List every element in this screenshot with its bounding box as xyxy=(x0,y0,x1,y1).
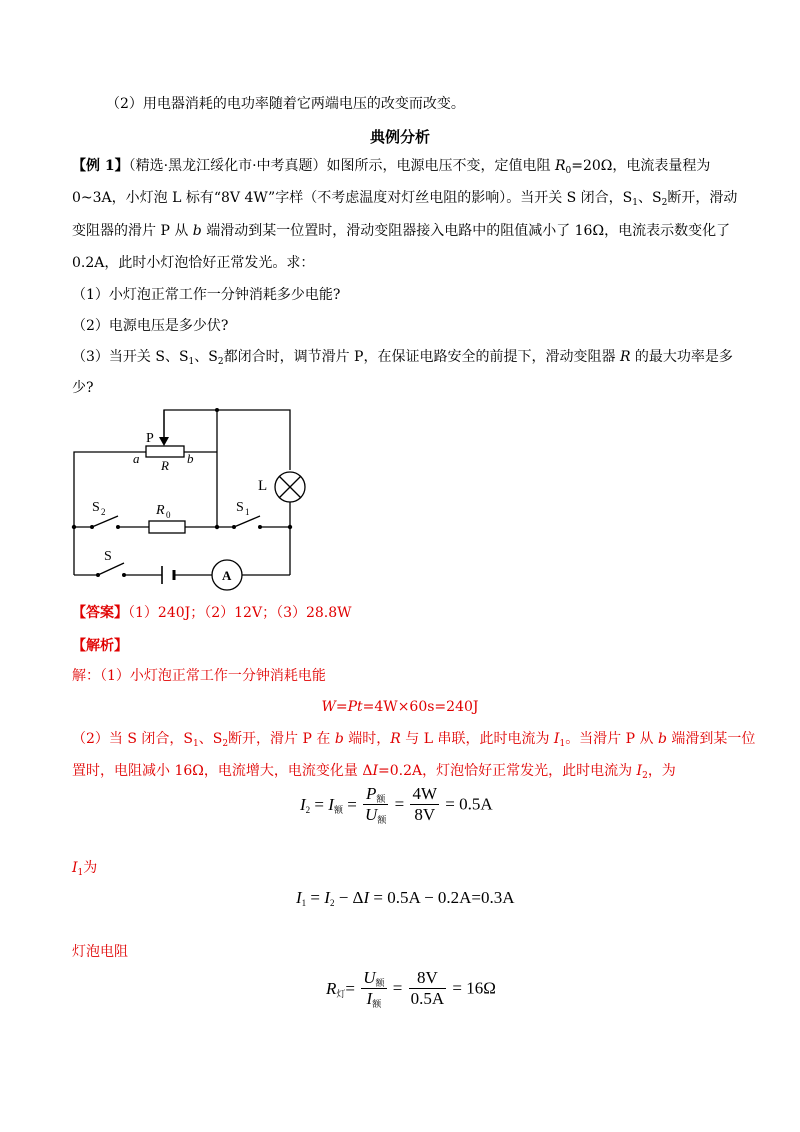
f1-pt: Pt xyxy=(347,699,363,715)
example-s1-sub: 1 xyxy=(632,198,639,208)
p3-delta: Δ xyxy=(362,763,373,779)
f2-res: = 0.5A xyxy=(445,794,493,814)
p2-sub1: 1 xyxy=(193,739,199,749)
f2-values xyxy=(410,784,439,825)
p2-e: 与 L 串联，此时电流为 xyxy=(400,731,554,747)
answer-line xyxy=(72,603,352,623)
f4-eq1: = xyxy=(345,978,355,998)
f4-i-sub: 额 xyxy=(372,999,382,1009)
q3-r: R xyxy=(619,349,631,365)
label-r0: R xyxy=(156,503,165,518)
p2-b: 、S xyxy=(198,731,223,747)
f2-power-over-voltage xyxy=(363,784,388,825)
f2-ie: I xyxy=(328,794,334,814)
example-text-2d: 断开，滑动 xyxy=(667,190,738,206)
resistor-r0 xyxy=(149,521,185,533)
f2-eq2: = xyxy=(342,794,362,814)
p2-c: 断开，滑片 P 在 xyxy=(228,731,335,747)
example-r0: R xyxy=(554,158,566,174)
f4-num: 8V xyxy=(409,968,447,989)
f3-c: I xyxy=(324,888,330,907)
example-text-3c: 端滑动到某一位置时，滑动变阻器接入电路中的阻值减小了 16Ω，电流表示数变化了 xyxy=(201,223,731,239)
bulb-resistance-label: 灯泡电阻 xyxy=(72,944,128,960)
answer-text: （1）240J；（2）12V；（3）28.8W xyxy=(128,605,352,621)
p3-i: I xyxy=(372,763,378,779)
formula-energy xyxy=(0,697,800,717)
p2-r: R xyxy=(390,731,401,747)
label-r0-sub: 0 xyxy=(166,510,171,520)
f2-u: U xyxy=(365,805,378,824)
p3-a: 置时，电阻减小 16Ω，电流增大，电流变化量 xyxy=(72,763,363,779)
p2-d: 端时， xyxy=(343,731,391,747)
example-r0-sub: 0 xyxy=(565,166,572,176)
q3-s1-sub: 1 xyxy=(188,357,195,367)
p2-sub2: 2 xyxy=(222,739,229,749)
f3-e: I xyxy=(363,888,370,907)
node-top xyxy=(215,408,219,412)
analysis-step-1: 解：（1）小灯泡正常工作一分钟消耗电能 xyxy=(72,668,326,684)
f2-lhs-sub: 2 xyxy=(305,804,311,815)
label-s1-sub: 1 xyxy=(245,507,250,517)
q3-s2-sub: 2 xyxy=(217,357,224,367)
switch-s1-blade xyxy=(234,516,260,527)
example-b-italic: b xyxy=(192,223,202,239)
example-s2-sub: 2 xyxy=(661,198,668,208)
p2-bi2: b xyxy=(657,731,667,747)
p2-bi: b xyxy=(334,731,344,747)
f4-values xyxy=(409,968,447,1009)
f3-a: I xyxy=(296,888,302,907)
node-middle xyxy=(215,525,219,529)
example-text-2: 0~3A，小灯泡 L 标有“8V 4W”字样（不考虑温度对灯丝电阻的影响）。当开关 S 闭合，S xyxy=(72,190,633,206)
p2-i1: I xyxy=(553,731,560,747)
label-s1: S xyxy=(236,500,244,515)
i1-label-sub: 1 xyxy=(77,868,84,878)
p3-c: ，为 xyxy=(647,763,676,779)
label-l: L xyxy=(258,478,268,494)
p3-b: =0.2A，灯泡恰好正常发光，此时电流为 xyxy=(377,763,637,779)
f4-voltage-over-current xyxy=(361,968,386,1009)
s-terminal-right xyxy=(122,573,126,577)
f4-r-sub: 灯 xyxy=(336,988,346,999)
p3-i2-sub: 2 xyxy=(642,771,648,781)
f1-eq: = xyxy=(335,699,348,715)
i1-label-tail: 为 xyxy=(83,860,98,876)
example-text-3a: 变阻器的滑片 P 从 xyxy=(72,223,193,239)
f4-res: = 16Ω xyxy=(452,978,496,998)
switch-s-blade xyxy=(98,563,124,575)
f1-rest: =4W×60s=240J xyxy=(362,699,479,715)
f2-den: 8V xyxy=(414,805,436,824)
label-p: P xyxy=(146,431,154,446)
p3-i2: I xyxy=(636,763,643,779)
s1-terminal-right xyxy=(258,525,262,529)
formula-i1 xyxy=(296,888,515,908)
f3-a-sub: 1 xyxy=(301,898,307,908)
analysis-step-2-cont xyxy=(72,761,676,781)
label-s2-sub: 2 xyxy=(101,507,106,517)
example-text-1b: =20Ω，电流表量程为 xyxy=(571,158,711,174)
switch-s2-blade xyxy=(92,516,118,527)
question-3-cont: 少? xyxy=(72,380,94,396)
f2-eq1: = xyxy=(310,794,329,814)
f4-u-sub: 额 xyxy=(375,978,385,988)
f2-eq3: = xyxy=(394,794,409,814)
answer-tag: 【答案】 xyxy=(72,605,128,621)
f3-b: = xyxy=(306,888,325,907)
example-text-2c: 、S xyxy=(638,190,662,206)
label-s: S xyxy=(104,549,112,564)
formula-i2 xyxy=(300,784,493,825)
f4-u: U xyxy=(363,968,376,987)
example-line-4: 0.2A，此时小灯泡恰好正常发光。求： xyxy=(72,255,315,271)
node-left xyxy=(72,525,76,529)
f2-lhs: I xyxy=(300,794,306,814)
label-b: b xyxy=(187,451,194,466)
f3-f: = 0.5A − 0.2A=0.3A xyxy=(369,888,515,907)
p2-f: 。当滑片 P 从 xyxy=(565,731,658,747)
label-s2: S xyxy=(92,500,100,515)
intro-line: （2）用电器消耗的电功率随着它两端电压的改变而改变。 xyxy=(106,96,465,112)
f3-d: − Δ xyxy=(334,888,364,907)
s2-terminal-left xyxy=(90,525,94,529)
formula-resistance xyxy=(326,968,496,1009)
p2-a: （2）当 S 闭合，S xyxy=(72,731,193,747)
f2-ie-sub: 额 xyxy=(333,804,343,815)
f2-u-sub: 额 xyxy=(377,815,387,825)
s-terminal-left xyxy=(96,573,100,577)
i1-label-i: I xyxy=(72,860,78,876)
f2-num: 4W xyxy=(412,784,437,803)
f4-eq2: = xyxy=(392,978,403,998)
label-r: R xyxy=(161,458,169,473)
f2-p-sub: 额 xyxy=(376,794,386,804)
node-right xyxy=(288,525,292,529)
i1-label xyxy=(72,858,97,878)
p2-g: 端滑到某一位 xyxy=(666,731,756,747)
wire-top xyxy=(164,410,290,470)
f4-r: R xyxy=(326,978,337,998)
question-2: （2）电源电压是多少伏? xyxy=(72,318,229,334)
f3-c-sub: 2 xyxy=(329,898,335,908)
f1-w: W xyxy=(321,699,336,715)
analysis-tag: 【解析】 xyxy=(72,638,128,654)
question-1: （1）小灯泡正常工作一分钟消耗多少电能? xyxy=(72,287,341,303)
p2-i1-sub: 1 xyxy=(559,739,566,749)
f2-p: P xyxy=(365,784,377,803)
q3-text-d: 的最大功率是多 xyxy=(630,349,733,365)
example-tag: 【例 1】 xyxy=(72,158,129,174)
slider-arrowhead xyxy=(159,437,169,446)
q3-text-b: 、S xyxy=(194,349,218,365)
f4-den: 0.5A xyxy=(410,989,445,1008)
q3-text-a: （3）当开关 S、S xyxy=(72,349,189,365)
ammeter-label: A xyxy=(222,568,232,583)
section-title: 典例分析 xyxy=(369,128,430,146)
q3-text-c: 都闭合时，调节滑片 P，在保证电路安全的前提下，滑动变阻器 xyxy=(223,349,620,365)
s1-terminal-left xyxy=(232,525,236,529)
label-a: a xyxy=(133,451,140,466)
analysis-step-2 xyxy=(72,729,755,749)
f4-i: I xyxy=(366,989,373,1008)
s2-terminal-right xyxy=(116,525,120,529)
rheostat-body xyxy=(146,446,184,457)
example-text-1a: （精选·黑龙江绥化市·中考真题）如图所示，电源电压不变，定值电阻 xyxy=(128,158,555,174)
